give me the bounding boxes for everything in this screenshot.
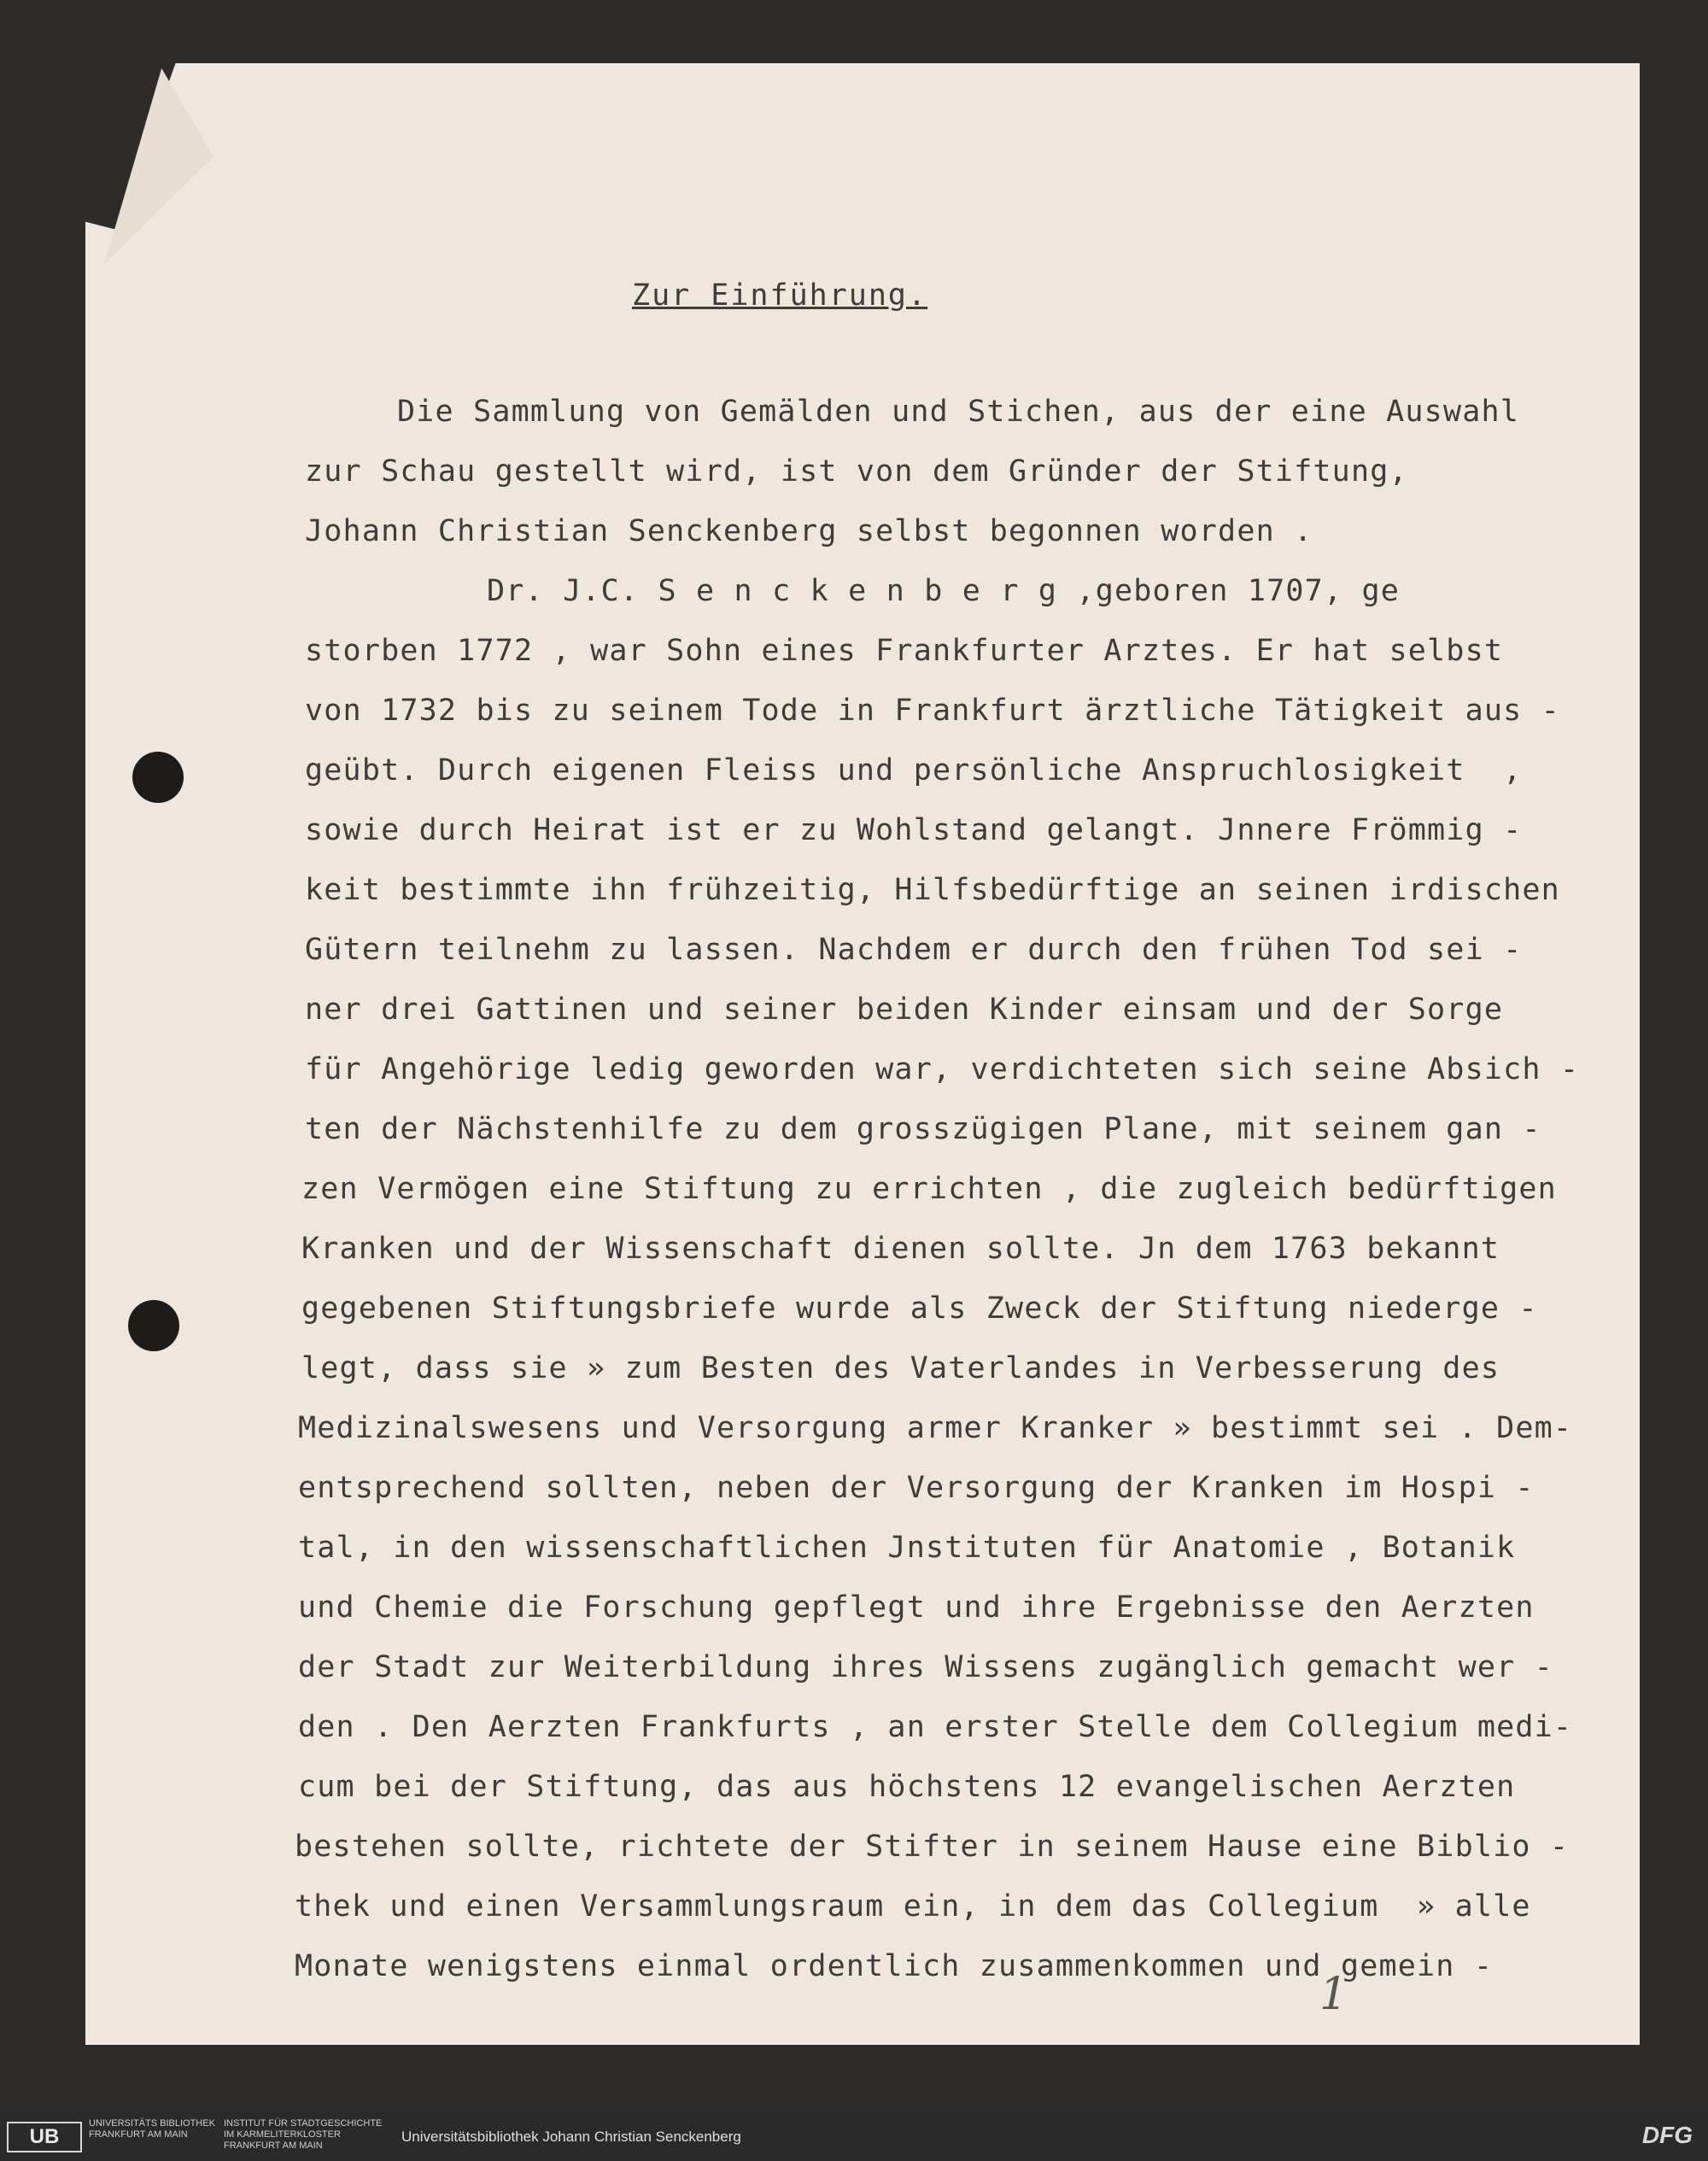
library-caption: Universitätsbibliothek Johann Christian Senckenberg xyxy=(401,2129,741,2145)
text-line: ner drei Gattinen und seiner beiden Kinder einsam und der Sorge xyxy=(305,993,1504,1027)
text-line: für Angehörige ledig geworden war, verdichteten sich seine Absich - xyxy=(305,1052,1580,1086)
page-number: 1 xyxy=(1319,1969,1348,2020)
punch-hole-icon xyxy=(132,752,184,803)
text-line: der Stadt zur Weiterbildung ihres Wissens zugänglich gemacht wer - xyxy=(298,1650,1553,1684)
text-line: Johann Christian Senckenberg selbst begonnen worden . xyxy=(305,514,1313,548)
text-line: geübt. Durch eigenen Fleiss und persönliche Anspruchlosigkeit , xyxy=(305,753,1523,788)
text-line: thek und einen Versammlungsraum ein, in dem das Collegium » alle xyxy=(295,1889,1531,1924)
text-line: cum bei der Stiftung, das aus höchstens 12 evangelischen Aerzten xyxy=(298,1770,1516,1804)
viewer-footer xyxy=(0,2113,1708,2161)
text-line: Medizinalswesens und Versorgung armer Kranker » bestimmt sei . Dem- xyxy=(298,1411,1573,1445)
text-line: gegebenen Stiftungsbriefe wurde als Zweck der Stiftung niederge - xyxy=(301,1291,1538,1326)
ub-location: FRANKFURT AM MAIN xyxy=(89,2129,188,2140)
ub-name: UNIVERSITÄTS BIBLIOTHEK xyxy=(89,2118,215,2129)
text-line: bestehen sollte, richtete der Stifter in seinem Hause eine Biblio - xyxy=(295,1830,1570,1864)
punch-hole-icon xyxy=(128,1300,179,1351)
text-line: Gütern teilnehm zu lassen. Nachdem er durch den frühen Tod sei - xyxy=(305,933,1523,967)
text-line: ten der Nächstenhilfe zu dem grosszügigen Plane, mit seinem gan - xyxy=(305,1112,1541,1146)
text-line: keit bestimmte ihn frühzeitig, Hilfsbedürftige an seinen irdischen xyxy=(305,873,1560,907)
isg-subtitle: IM KARMELITERKLOSTER xyxy=(224,2129,341,2140)
text-line: storben 1772 , war Sohn eines Frankfurter Arztes. Er hat selbst xyxy=(305,634,1504,668)
dfg-logo: DFG xyxy=(1641,2122,1693,2148)
text-line: legt, dass sie » zum Besten des Vaterlandes in Verbesserung des xyxy=(301,1351,1500,1385)
text-line: von 1732 bis zu seinem Tode in Frankfurt ärztliche Tätigkeit aus - xyxy=(305,694,1560,728)
page-title: Zur Einführung. xyxy=(632,278,928,313)
text-line: Dr. J.C. S e n c k e n b e r g ,geboren 1707, ge xyxy=(487,574,1401,608)
text-line: Die Sammlung von Gemälden und Stichen, aus der eine Auswahl xyxy=(397,395,1520,429)
ub-logo: UB xyxy=(7,2122,82,2152)
text-line: den . Den Aerzten Frankfurts , an erster Stelle dem Collegium medi- xyxy=(298,1710,1573,1744)
ub-name-block xyxy=(89,2118,215,2141)
text-line: Monate wenigstens einmal ordentlich zusammenkommen und gemein - xyxy=(295,1949,1494,1983)
isg-name: INSTITUT FÜR STADTGESCHICHTE xyxy=(224,2118,383,2129)
isg-location: FRANKFURT AM MAIN xyxy=(224,2141,323,2151)
text-line: entsprechend sollten, neben der Versorgung der Kranken im Hospi - xyxy=(298,1471,1535,1505)
text-line: zur Schau gestellt wird, ist von dem Gründer der Stiftung, xyxy=(305,454,1408,489)
text-line: und Chemie die Forschung gepflegt und ihre Ergebnisse den Aerzten xyxy=(298,1590,1535,1625)
text-line: tal, in den wissenschaftlichen Jnstituten für Anatomie , Botanik xyxy=(298,1531,1516,1565)
text-line: zen Vermögen eine Stiftung zu errichten , die zugleich bedürftigen xyxy=(301,1172,1557,1206)
isg-name-block xyxy=(224,2118,382,2152)
text-line: Kranken und der Wissenschaft dienen sollte. Jn dem 1763 bekannt xyxy=(301,1232,1500,1266)
text-line: sowie durch Heirat ist er zu Wohlstand gelangt. Jnnere Frömmig - xyxy=(305,813,1523,847)
